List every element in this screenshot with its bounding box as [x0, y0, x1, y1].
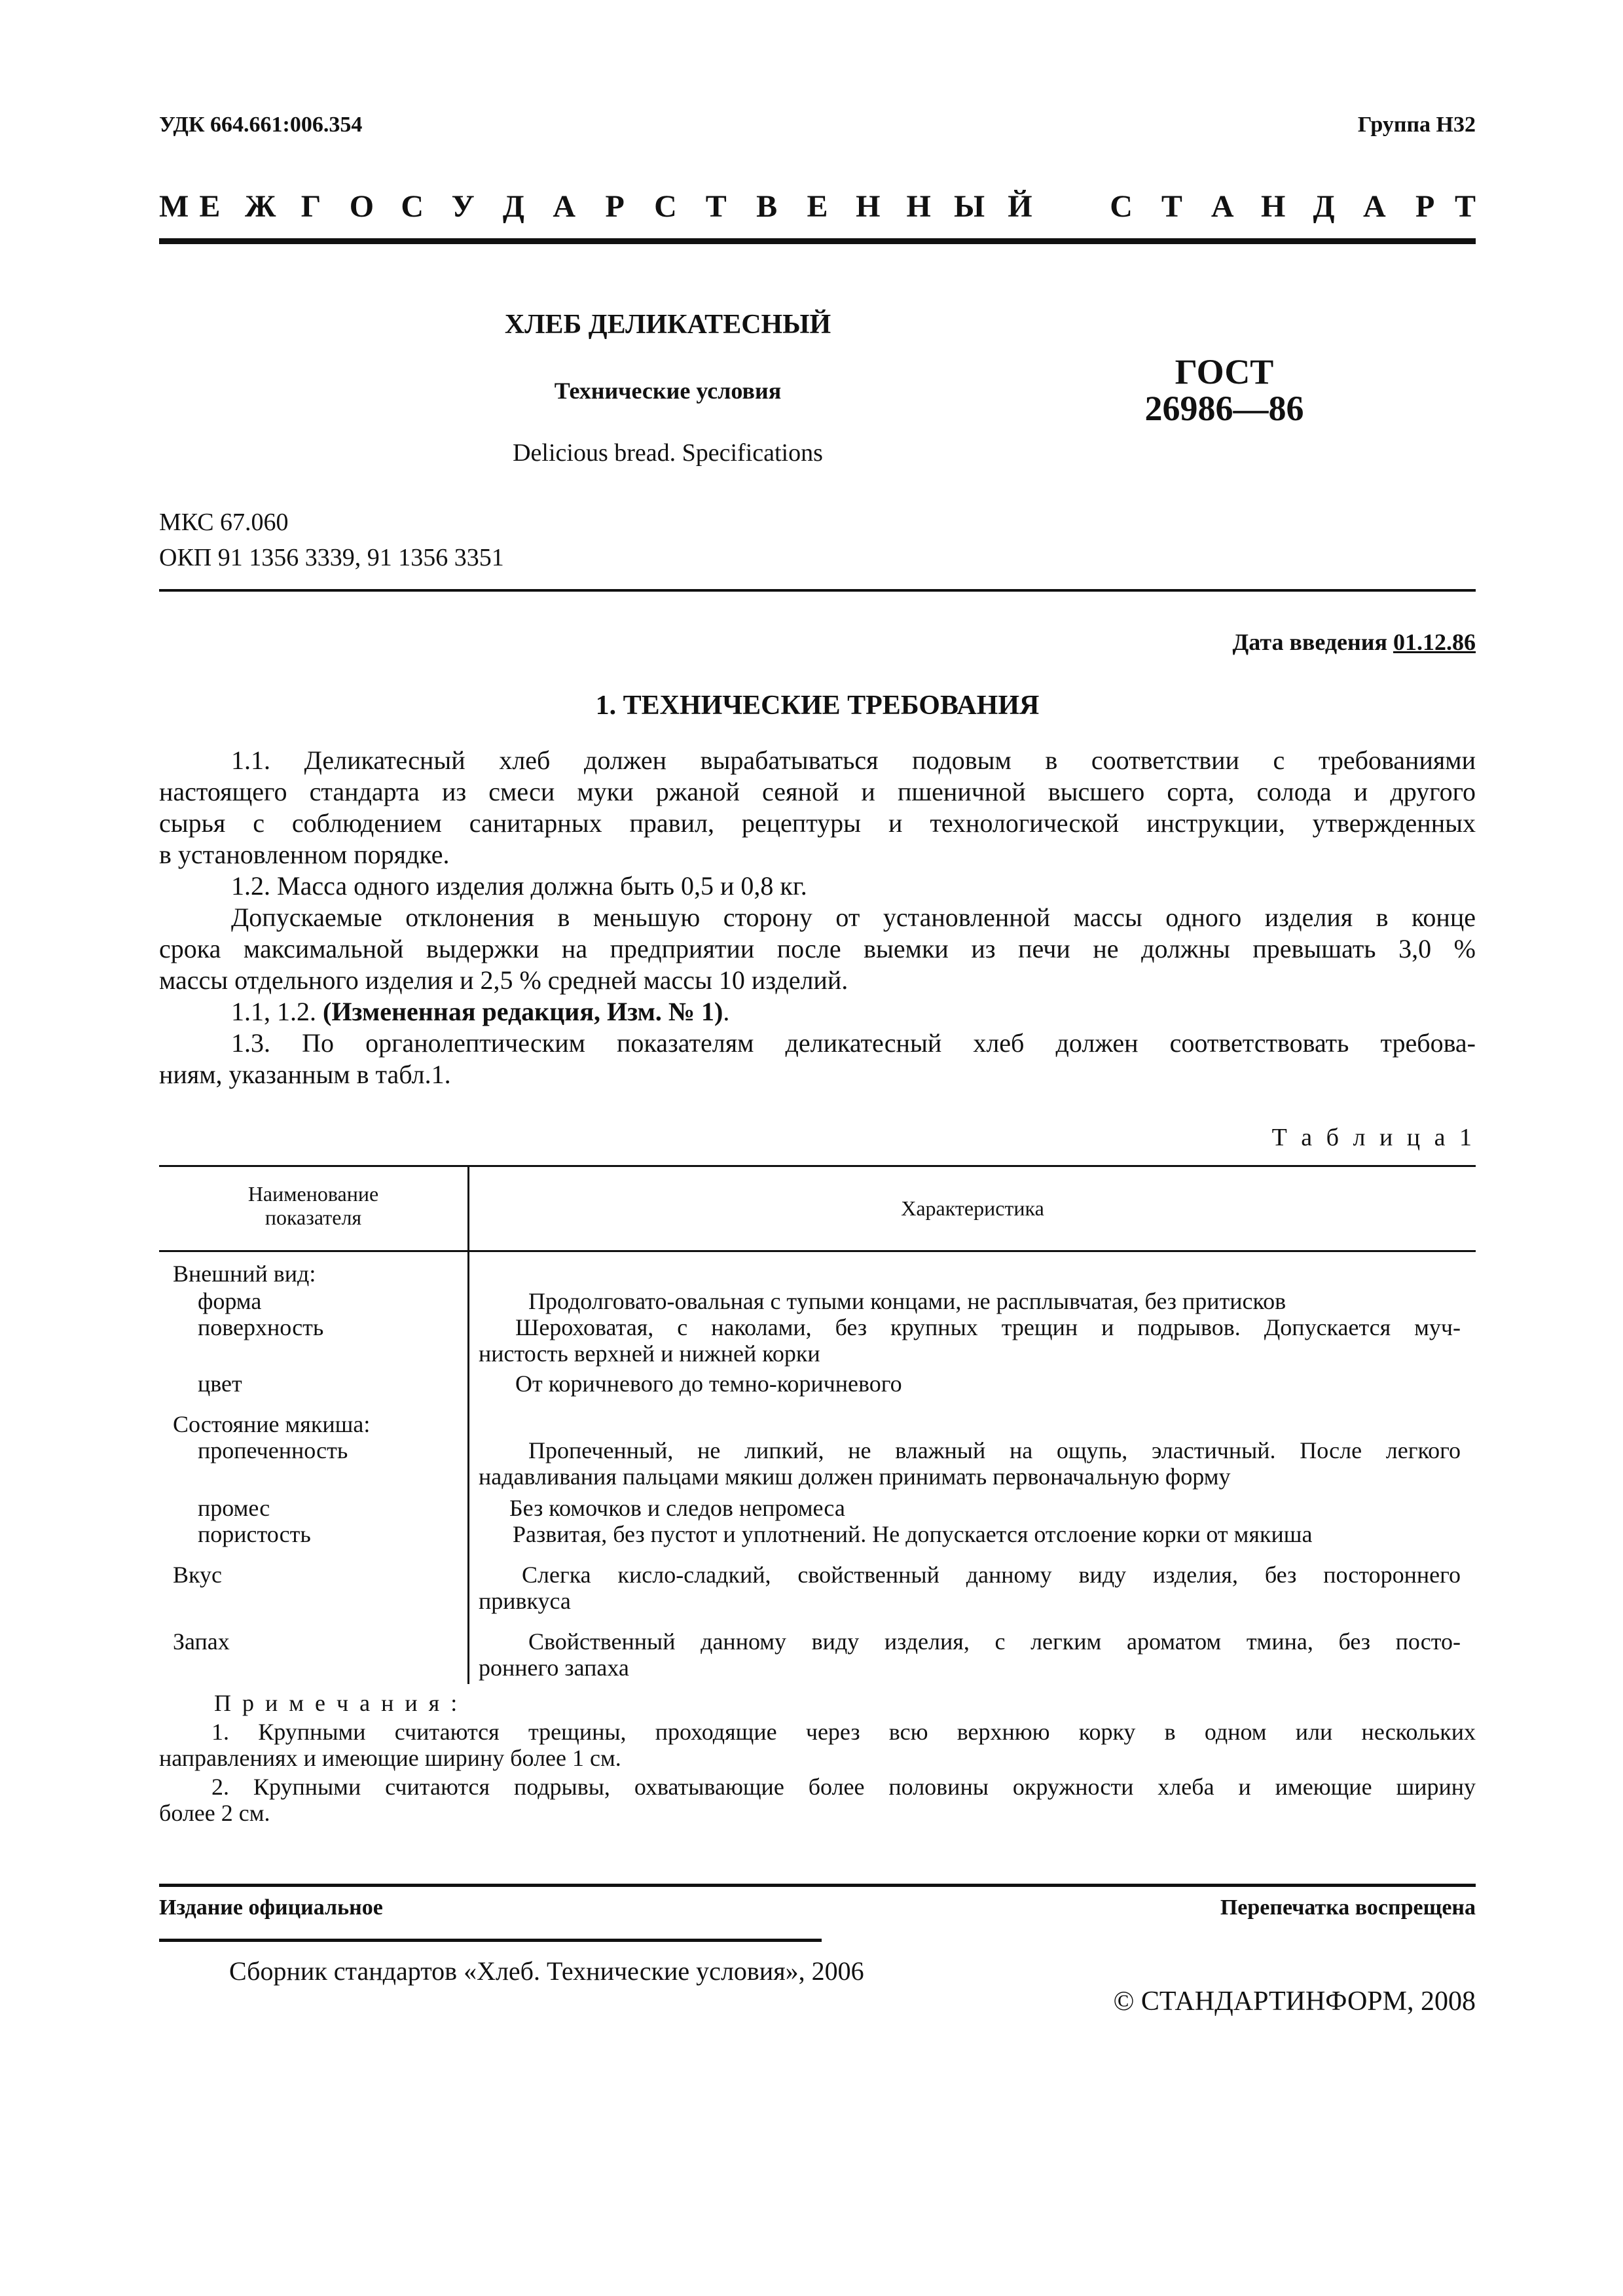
header-line: Наименование: [247, 1182, 379, 1206]
intro-date-value: 01.12.86: [1393, 629, 1476, 655]
amendment-prefix: 1.1, 1.2.: [231, 997, 316, 1026]
table-top-rule: [159, 1165, 1476, 1167]
text-line: сырья с соблюдением санитарных правил, рецептуры и технологической инструкции, утвержденных: [159, 808, 1476, 838]
banner-letter: Н: [856, 189, 881, 224]
banner-letter: А: [1362, 189, 1386, 224]
banner-letter: Р: [1415, 189, 1435, 224]
banner-letter: М: [159, 189, 189, 224]
group-code: Группа Н32: [1357, 113, 1476, 137]
paragraph-1-3: [159, 1028, 1476, 1090]
banner-letter: Р: [605, 189, 625, 224]
banner-letter: Ж: [244, 189, 276, 224]
banner-letter: У: [451, 189, 475, 224]
table-header-characteristic: Характеристика: [901, 1196, 1044, 1220]
banner-letter: Й: [1008, 189, 1032, 224]
banner-letter: О: [349, 189, 374, 224]
banner-letter: Н: [906, 189, 931, 224]
gost-label: ГОСТ: [1175, 352, 1274, 391]
banner-letter: Н: [1260, 189, 1286, 224]
document-title: ХЛЕБ ДЕЛИКАТЕСНЫЙ: [504, 310, 831, 340]
value-line: роннего запаха: [479, 1655, 629, 1681]
banner-rule: [159, 238, 1476, 244]
row-name-porosity: пористость: [198, 1521, 311, 1547]
intro-date: [1233, 628, 1476, 656]
mks-code: МКС 67.060: [159, 509, 289, 536]
value-line: Шероховатая, с наколами, без крупных трещин и подрывов. Допускается муч-: [515, 1314, 1461, 1340]
banner-letter: А: [1211, 189, 1234, 224]
row-name-shape: форма: [198, 1288, 262, 1314]
banner-letter: С: [401, 189, 424, 224]
banner-letter: В: [756, 189, 778, 224]
document-subtitle: Технические условия: [554, 378, 782, 404]
banner-letter: С: [1110, 189, 1133, 224]
amendment-bold: (Измененная редакция, Изм. № 1): [323, 997, 723, 1026]
row-value-taste: [479, 1562, 1461, 1614]
notes-heading: П р и м е ч а н и я :: [214, 1690, 460, 1716]
banner-letter: Ы: [953, 189, 985, 224]
value-line: Свойственный данному виду изделия, с легким ароматом тмина, без посто-: [528, 1628, 1461, 1655]
text-line: 1.3. По органолептическим показателям деликатесный хлеб должен соответствовать требова-: [231, 1028, 1476, 1058]
banner-letter: Е: [807, 189, 828, 224]
reprint-prohibited: Перепечатка воспрещена: [1220, 1895, 1476, 1920]
row-name-color: цвет: [198, 1371, 242, 1397]
row-name-crumb: Состояние мякиша:: [173, 1411, 371, 1437]
footer-top-rule: [159, 1884, 1476, 1887]
value-line: нистость верхней и нижней корки: [479, 1340, 820, 1367]
row-value-shape: Продолговато-овальная с тупыми концами, не расплывчатая, без притисков: [528, 1288, 1286, 1314]
row-value-surface: [479, 1314, 1461, 1367]
row-value-baked: [479, 1437, 1461, 1490]
text-line: массы отдельного изделия и 2,5 % средней массы 10 изделий.: [159, 965, 848, 995]
row-value-smell: [479, 1628, 1461, 1681]
row-name-surface: поверхность: [198, 1314, 324, 1340]
section-heading: 1. ТЕХНИЧЕСКИЕ ТРЕБОВАНИЯ: [595, 691, 1040, 721]
note-line: 2. Крупными считаются подрывы, охватывающие более половины окружности хлеба и имеющие ширину: [211, 1774, 1476, 1800]
banner-letter: Д: [1313, 189, 1335, 224]
note-line: более 2 см.: [159, 1800, 270, 1826]
header-line: показателя: [264, 1206, 362, 1229]
paragraph-1-2: 1.2. Масса одного изделия должна быть 0,5 и 0,8 кг.: [231, 871, 807, 901]
row-name-taste: Вкус: [173, 1562, 222, 1588]
official-edition: Издание официальное: [159, 1895, 383, 1920]
amendment-suffix: .: [723, 997, 730, 1026]
banner-letter: Т: [705, 189, 727, 224]
table-caption: Т а б л и ц а 1: [1271, 1124, 1476, 1151]
table-column-divider: [467, 1165, 469, 1684]
banner-letter: Т: [1454, 189, 1476, 224]
row-value-mixing: Без комочков и следов непромеса: [509, 1495, 845, 1521]
table-header-name: [159, 1182, 467, 1229]
text-line: ниям, указанным в табл.1.: [159, 1060, 451, 1089]
value-line: привкуса: [479, 1588, 571, 1614]
amendment-note: [159, 996, 1476, 1028]
okp-code: ОКП 91 1356 3339, 91 1356 3351: [159, 544, 504, 571]
gost-number: 26986—86: [1144, 389, 1304, 428]
banner-letter: Е: [199, 189, 221, 224]
value-line: Слегка кисло-сладкий, свойственный данному виду изделия, без постороннего: [522, 1562, 1461, 1588]
copyright: © СТАНДАРТИНФОРМ, 2008: [1113, 1986, 1476, 2017]
text-line: срока максимальной выдержки на предприятии после выемки из печи не должны превышать 3,0 %: [159, 934, 1476, 963]
row-name-smell: Запах: [173, 1628, 230, 1655]
banner-letter: Г: [301, 189, 321, 224]
note-2: [159, 1774, 1476, 1826]
row-value-porosity: Развитая, без пустот и уплотнений. Не допускается отслоение корки от мякиша: [513, 1521, 1313, 1547]
footer-short-rule: [159, 1939, 822, 1942]
udk-code: УДК 664.661:006.354: [159, 113, 363, 137]
text-line: настоящего стандарта из смеси муки ржаной сеяной и пшеничной высшего сорта, солода и другого: [159, 777, 1476, 806]
note-1: [159, 1719, 1476, 1771]
text-line: в установленном порядке.: [159, 840, 450, 869]
codes-rule: [159, 589, 1476, 592]
text-line: Допускаемые отклонения в меньшую сторону от установленной массы одного изделия в конце: [231, 903, 1476, 932]
table-header-rule: [159, 1250, 1476, 1252]
row-name-mixing: промес: [198, 1495, 270, 1521]
interstate-standard-banner: [159, 188, 1476, 228]
paragraph-deviations: [159, 902, 1476, 996]
section-body: [159, 745, 1476, 1090]
paragraph-1-1: [159, 745, 1476, 870]
english-title: Delicious bread. Specifications: [513, 439, 823, 467]
value-line: надавливания пальцами мякиш должен принимать первоначальную форму: [479, 1463, 1231, 1490]
row-value-color: От коричневого до темно-коричневого: [515, 1371, 902, 1397]
collection-note: Сборник стандартов «Хлеб. Технические условия», 2006: [229, 1956, 864, 1986]
note-line: направлениях и имеющие ширину более 1 см.: [159, 1745, 621, 1771]
banner-letter: С: [654, 189, 677, 224]
banner-letter: Т: [1161, 189, 1182, 224]
note-line: 1. Крупными считаются трещины, проходящие через всю верхнюю корку в одном или нескольких: [211, 1719, 1476, 1745]
value-line: Пропеченный, не липкий, не влажный на ощупь, эластичный. После легкого: [528, 1437, 1461, 1463]
intro-date-label: Дата введения: [1232, 629, 1387, 655]
banner-letter: А: [553, 189, 576, 224]
row-name-appearance: Внешний вид:: [173, 1261, 316, 1287]
text-line: 1.1. Деликатесный хлеб должен вырабатываться подовым в соответствии с требованиями: [231, 745, 1476, 775]
row-name-baked: пропеченность: [198, 1437, 348, 1463]
banner-letter: Д: [502, 189, 524, 224]
